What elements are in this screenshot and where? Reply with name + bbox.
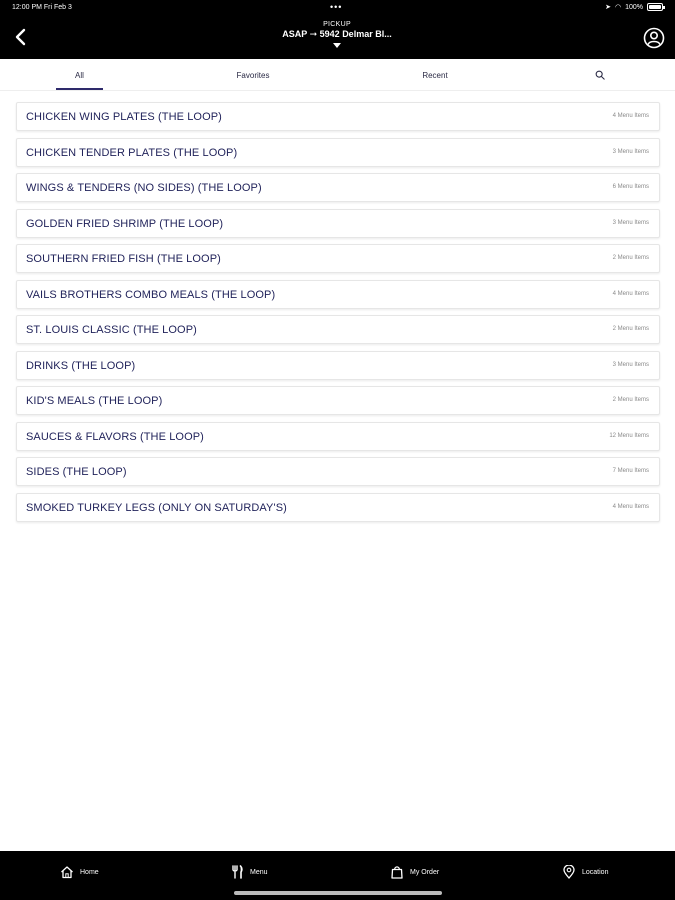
item-count: 2 Menu Items	[612, 397, 649, 403]
list-item[interactable]	[16, 315, 660, 344]
category-name: SMOKED TURKEY LEGS (ONLY ON SATURDAY'S)	[26, 501, 287, 514]
category-name: ST. LOUIS CLASSIC (THE LOOP)	[26, 324, 197, 336]
battery-percent: 100%	[625, 3, 643, 11]
item-count: 4 Menu Items	[612, 290, 649, 297]
item-count: 7 Menu Items	[612, 468, 649, 474]
item-count: 2 Menu Items	[612, 326, 649, 332]
item-count: 4 Menu Items	[612, 113, 649, 119]
list-item[interactable]	[16, 102, 660, 131]
nav-my-order[interactable]	[390, 863, 439, 881]
item-count: 6 Menu Items	[612, 184, 649, 190]
nav-home[interactable]	[60, 863, 99, 881]
home-icon	[60, 865, 74, 879]
search-icon	[595, 70, 605, 80]
top-header	[0, 0, 675, 59]
status-bar	[0, 0, 675, 16]
list-item[interactable]	[16, 351, 660, 380]
category-name: DRINKS (THE LOOP)	[26, 359, 136, 372]
profile-button[interactable]	[643, 27, 665, 49]
nav-menu-label: Menu	[250, 868, 268, 876]
tab-recent[interactable]: Recent	[422, 70, 448, 80]
caret-down-icon	[333, 43, 341, 48]
chevron-left-icon	[14, 28, 26, 46]
list-item[interactable]	[16, 386, 660, 415]
category-name: SOUTHERN FRIED FISH (THE LOOP)	[26, 253, 221, 265]
category-name: CHICKEN WING PLATES (THE LOOP)	[26, 111, 222, 123]
category-name: KID'S MEALS (THE LOOP)	[26, 395, 163, 407]
fork-knife-icon	[230, 865, 244, 879]
list-item[interactable]	[16, 173, 660, 202]
nav-location-label: Location	[582, 868, 609, 876]
category-name: SAUCES & FLAVORS (THE LOOP)	[26, 430, 204, 443]
list-item[interactable]	[16, 457, 660, 486]
category-name: GOLDEN FRIED SHRIMP (THE LOOP)	[26, 217, 224, 230]
search-button[interactable]	[588, 59, 612, 91]
tab-all[interactable]: All	[56, 59, 103, 91]
filter-tabs	[0, 59, 675, 91]
list-item[interactable]	[16, 422, 660, 451]
item-count: 4 Menu Items	[612, 503, 649, 510]
status-time-date: 12:00 PM Fri Feb 3	[12, 4, 72, 11]
category-list	[16, 102, 660, 528]
nav-home-label: Home	[80, 868, 99, 876]
category-name: WINGS & TENDERS (NO SIDES) (THE LOOP)	[26, 182, 262, 194]
category-name: SIDES (THE LOOP)	[26, 466, 127, 478]
location-pin-icon	[562, 865, 576, 879]
list-item[interactable]	[16, 138, 660, 167]
wifi-icon: ◠	[614, 4, 622, 11]
battery-icon	[647, 3, 663, 11]
list-item[interactable]	[16, 493, 660, 522]
home-indicator[interactable]	[234, 891, 442, 895]
user-account-icon	[643, 27, 665, 49]
list-item[interactable]	[16, 244, 660, 273]
location-arrow-icon: ➤	[605, 4, 611, 11]
back-button[interactable]	[10, 26, 30, 48]
category-name: CHICKEN TENDER PLATES (THE LOOP)	[26, 146, 238, 159]
list-item[interactable]	[16, 280, 660, 309]
list-item[interactable]	[16, 209, 660, 238]
item-count: 3 Menu Items	[612, 361, 649, 368]
item-count: 2 Menu Items	[612, 255, 649, 261]
multitask-dots[interactable]: •••	[330, 2, 343, 12]
shopping-bag-icon	[390, 865, 404, 879]
tab-favorites[interactable]: Favorites	[236, 70, 270, 80]
item-count: 3 Menu Items	[612, 148, 649, 155]
nav-location[interactable]	[562, 863, 608, 881]
pickup-selector[interactable]	[237, 21, 437, 48]
status-right	[605, 3, 663, 11]
pickup-address: ASAP ➞ 5942 Delmar Bl...	[282, 29, 392, 39]
nav-menu[interactable]	[230, 863, 268, 881]
category-name: VAILS BROTHERS COMBO MEALS (THE LOOP)	[26, 288, 276, 301]
order-mode: PICKUP	[323, 21, 351, 28]
item-count: 12 Menu Items	[609, 432, 649, 439]
item-count: 3 Menu Items	[612, 219, 649, 226]
nav-my-order-label: My Order	[410, 868, 440, 876]
